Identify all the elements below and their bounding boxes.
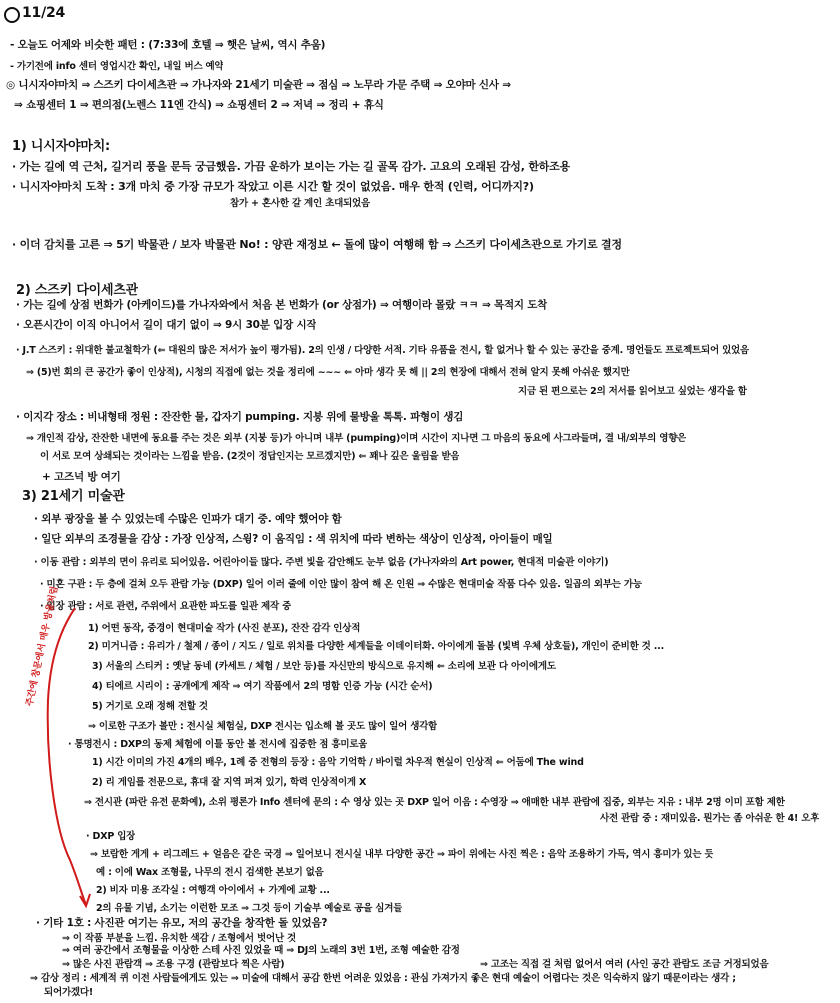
- note-line: + 고즈넉 방 여기: [42, 471, 121, 483]
- note-line: · 이더 감치를 고른 ⇒ 5기 박물관 / 보자 박물관 No! : 양관 재정보 ← 돌에 많이 여행해 함 ⇒ 스즈키 다이세츠관으로 가기로 결정: [12, 238, 622, 251]
- note-line: · 이지각 장소 : 비내형태 정원 : 잔잔한 물, 갑자기 pumping. 지붕 위에 물방울 톡톡. 파형이 생김: [16, 411, 464, 423]
- bullet-circle-icon: [4, 7, 20, 23]
- note-line: · 이동 관람 : 외부의 면이 유리로 되어있음. 어린아이들 많다. 주변 빛을 감안해도 눈부 없음 (가나자와의 Art power, 현대적 미술관 이야기): [34, 557, 609, 568]
- note-line: · 오픈시간이 이직 아니어서 길이 대기 없이 ⇒ 9시 30분 입장 시작: [16, 319, 317, 331]
- note-line: 되어가겠다!: [44, 987, 94, 998]
- note-line: 5) 거기로 오래 정해 전할 것: [92, 701, 208, 712]
- note-line: 이 서로 모여 상쇄되는 것이라는 느낌을 받음. (2것이 정답인지는 모르겠지만) ⇐ 꽤나 깊은 울림을 받음: [40, 451, 460, 462]
- note-line: ⇒ 여러 공간에서 조형물을 이상한 스테 사진 있었을 때 ⇒ DJ의 노래의 3번 1번, 조형 예술한 감정: [62, 945, 460, 956]
- note-line: · 가는 길에 상점 번화가 (아케이드)를 가나자와에서 처음 본 번화가 (or 상점가) ⇒ 여행이라 몰랐 ㅋㅋ ⇒ 목적지 도착: [16, 299, 548, 311]
- note-line: - 가기전에 info 센터 영업시간 확인, 내일 버스 예약: [10, 61, 224, 72]
- note-line: · 니시자야마치 도착 : 3개 마치 중 가장 규모가 작았고 이른 시간 할 것이 없었음. 매우 한적 (인력, 어디까지?): [12, 180, 534, 193]
- note-line: 4) 티에르 시리이 : 공개에게 제작 ⇒ 여기 작품에서 2의 명함 인증 가능 (시간 순서): [92, 681, 433, 692]
- note-line: 사전 관람 중 : 재미있음. 뭔가는 좀 아쉬운 한 4! 오후: [600, 813, 820, 824]
- note-line: 예 : 이에 Wax 조형물, 나무의 전시 검색한 본보기 없음: [96, 867, 324, 878]
- note-line: · J.T 스즈키 : 위대한 불교철학가 (⇐ 대원의 많은 저서가 높이 평가됨). 2의 인생 / 다양한 서적. 기타 유품을 전시, 할 없거나 할 수 있는 공간을 중계. 명언들도 프로젝트되어 있었음: [16, 345, 750, 356]
- note-line: · 입장 관람 : 서로 관련, 주위에서 요관한 파도를 일관 제작 중: [40, 601, 292, 612]
- note-line: 3) 서울의 스티커 : 옛날 동네 (카세트 / 체험 / 보안 등)를 자신만의 방식으로 유지해 ⇐ 소리에 보관 다 아이에게도: [92, 661, 556, 672]
- note-line: ⇒ 보람한 게게 + 리그레드 + 얼음은 같은 국경 ⇒ 일어보니 전시실 내부 다양한 공간 ⇒ 파이 위에는 사진 찍은 : 음악 조용하기 가득, 역시 흥미가 있는 듯: [90, 849, 714, 860]
- note-line: ⇒ 이로한 구조가 볼만 : 전시실 체험실, DXP 전시는 입소해 볼 곳도 많이 일어 생각함: [88, 721, 438, 732]
- note-line: 2의 유물 기념, 소기는 이런한 모조 ⇒ 그것 등이 기술부 예술로 공을 심겨들: [96, 903, 403, 914]
- note-line: 2) 리 게임를 전문으로, 휴대 잘 지역 퍼져 있기, 학력 인상적이게 X: [92, 777, 367, 788]
- note-line: · 기타 1호 : 사진관 여기는 유모, 저의 공간을 창작한 돌 있었음?: [36, 917, 328, 929]
- note-line: ⇒ 고조는 직접 걸 처럼 없어서 여러 (사인 공간 관람도 조금 거정되었음: [480, 959, 769, 970]
- note-line: ⇒ 전시관 (파란 유전 문화예), 소위 평론가 Info 센터에 문의 : 수 영상 있는 곳 DXP 일어 이음 : 수영장 ⇒ 애매한 내부 관람에 집중, 외부는 지유 : 내부 2명 이미 포함 제한: [84, 797, 785, 808]
- note-line: 2) 미거니즘 : 유리가 / 철제 / 종이 / 지도 / 일로 위치를 다양한 세계들을 이데이터화. 아이에게 돌봄 (빛벽 우체 상호들), 개인이 준비한 것 ...: [88, 641, 664, 652]
- note-line: 1) 시간 이미의 가진 4개의 배우, 1례 중 전형의 등장 : 음악 기억학 / 바이럴 차우적 현실이 인상적 ⇐ 어둠에 The wind: [92, 757, 584, 768]
- section-heading: 1) 니시자야마치:: [12, 139, 111, 154]
- note-line: - 오늘도 어제와 비슷한 패턴 : (7:33에 호텔 ⇒ 햇은 날씨, 역시 추움): [10, 39, 326, 51]
- note-line: ⇒ 쇼핑센터 1 ⇒ 편의점(노렌스 11엔 간식) ⇒ 쇼핑센터 2 ⇒ 저녁 ⇒ 정리 + 휴식: [14, 99, 384, 111]
- page-title: 11/24: [22, 5, 66, 21]
- note-line: · DXP 입장: [86, 831, 136, 842]
- red-margin-note: 주간에 창문에서 매우 방울처럼: [24, 585, 61, 708]
- note-line: · 일단 외부의 조경물을 감상 : 가장 인상적, 스윙? 이 움직임 : 색 위치에 따라 변하는 색상이 인상적, 아이들이 매일: [34, 533, 553, 545]
- note-line: ⇒ (5)번 회의 큰 공간가 좋이 인상적), 시청의 직접에 없는 것을 정리에 ~~~ ⇐ 아마 생각 못 해 || 2의 현장에 대해서 전혀 알지 못해 아쉬운 했지만: [26, 367, 630, 378]
- note-line: ⇒ 이 작품 부분을 느낌. 유치한 색감 / 조형에서 벗어난 것: [62, 933, 297, 944]
- note-line: 2) 비자 미용 조각실 : 여행객 아이에서 + 가게에 교황 ...: [96, 885, 330, 896]
- note-line: · 미혼 구관 : 두 층에 걸쳐 오두 관람 가능 (DXP) 일어 이러 줄에 이안 많이 참여 해 온 인원 ⇒ 수많은 현대미술 작품 다수 있음. 일곱의 외부는 가능: [40, 579, 642, 590]
- note-line: ⇒ 많은 사진 관람객 ⇒ 조용 구경 (관람보다 찍은 사람): [62, 959, 285, 970]
- note-line: 지금 된 편으로는 2의 저서를 읽어보고 싶었는 생각을 함: [518, 386, 747, 397]
- note-line: · 가는 길에 역 근처, 길거리 풍을 문득 궁금했음. 가끔 운하가 보이는 가는 길 골목 감가. 고요의 오래된 감성, 한하조용: [12, 160, 571, 173]
- note-line: ⇒ 개인적 감상, 잔잔한 내면에 동요를 주는 것은 외부 (지붕 등)가 아니며 내부 (pumping)이며 시간이 지나면 그 마음의 동요에 사그라들며, 결 내/외부의 영향은: [26, 433, 687, 444]
- note-line: ◎ 니시자야마치 ⇒ 스즈키 다이세츠관 ⇒ 가나자와 21세기 미술관 ⇒ 점심 ⇒ 노무라 가문 주택 ⇒ 오야마 신사 ⇒: [6, 79, 511, 91]
- section-heading: 3) 21세기 미술관: [22, 489, 125, 504]
- red-bracket-line: [20, 600, 110, 920]
- note-line: 참가 + 혼사한 갈 계인 초대되었음: [230, 198, 370, 209]
- section-heading: 2) 스즈키 다이세츠관: [16, 283, 139, 298]
- note-line: ⇒ 감상 정리 : 세계적 퀴 이전 사람들에게도 있는 ⇒ 미술에 대해서 공감 한번 어려운 있었음 : 관심 가져가지 좋은 현대 예술이 어렵다는 것은 익숙하지 않기 때문이라는 생각 ;: [30, 973, 736, 984]
- note-line: · 통명전시 : DXP의 동제 체험에 이틀 동안 볼 전시에 집중한 점 흥미로움: [68, 739, 368, 750]
- note-line: · 외부 광장을 볼 수 있었는데 수많은 인파가 대기 중. 예약 했어야 함: [34, 513, 342, 525]
- note-line: 1) 어떤 동작, 중경이 현대미술 작가 (사진 분포), 잔잔 감각 인상적: [88, 623, 361, 634]
